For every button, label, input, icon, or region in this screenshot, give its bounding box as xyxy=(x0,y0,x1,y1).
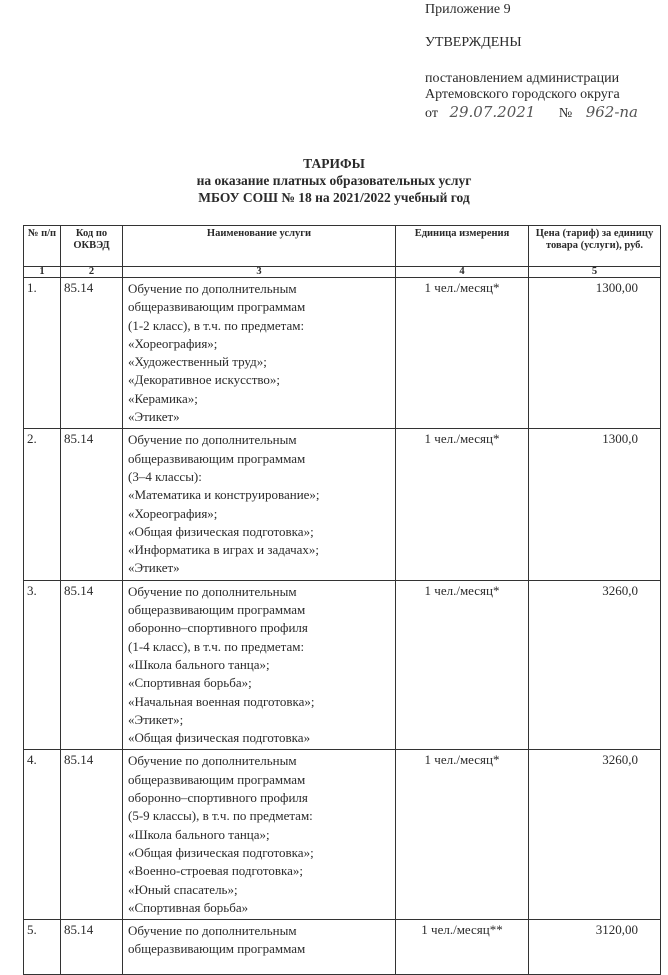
service-name-line: «Школа бального танца»; xyxy=(128,826,270,842)
okved-code: 85.14 xyxy=(61,278,123,429)
unit-of-measure: 1 чел./месяц* xyxy=(396,278,529,429)
service-name-line: «Хореография»; xyxy=(128,335,218,351)
resolution-date-line xyxy=(425,104,638,122)
handwritten-date: 29.07.2021 xyxy=(449,103,536,121)
unit-of-measure: 1 чел./месяц* xyxy=(396,429,529,580)
table-row xyxy=(24,750,661,920)
service-name-line: «Военно-строевая подготовка»; xyxy=(128,863,304,879)
title-line-1: ТАРИФЫ xyxy=(303,156,365,171)
service-name-line: «Общая физическая подготовка» xyxy=(128,730,311,746)
okved-code: 85.14 xyxy=(61,580,123,750)
handwritten-number: 962-па xyxy=(585,103,638,121)
unit-of-measure: 1 чел./месяц** xyxy=(396,920,529,975)
service-name-line: «Этикет» xyxy=(128,560,180,576)
service-name-line: Обучение по дополнительным xyxy=(128,923,297,939)
document-title xyxy=(0,155,668,206)
service-name-line: общеразвивающим программам xyxy=(128,941,306,957)
service-name-line: «Школа бального танца»; xyxy=(128,656,270,672)
service-name-line: общеразвивающим программам xyxy=(128,771,306,787)
price: 3260,0 xyxy=(529,750,661,920)
number-label: № xyxy=(558,106,573,121)
column-header: Цена (тариф) за единицу товара (услуги), руб. xyxy=(529,226,661,267)
service-name xyxy=(123,580,396,750)
service-name-line: (5-9 классы), в т.ч. по предметам: xyxy=(128,808,313,824)
table-row xyxy=(24,580,661,750)
row-number: 2. xyxy=(24,429,61,580)
service-name-line: «Общая физическая подготовка»; xyxy=(128,523,314,539)
service-name-line: «Спортивная борьба» xyxy=(128,899,249,915)
row-number: 3. xyxy=(24,580,61,750)
service-name-line: оборонно–спортивного профиля xyxy=(128,620,308,636)
resolution-line-1: постановлением администрации xyxy=(425,71,620,86)
approved-label: УТВЕРЖДЕНЫ xyxy=(425,35,522,50)
okved-code: 85.14 xyxy=(61,920,123,975)
service-name-line: «Этикет» xyxy=(128,409,180,425)
title-line-2: на оказание платных образовательных услуг xyxy=(196,173,472,188)
tariffs-table xyxy=(23,225,661,975)
price: 1300,00 xyxy=(529,278,661,429)
service-name-line: (1-4 класс), в т.ч. по предметам: xyxy=(128,638,305,654)
service-name-line: «Художественный труд»; xyxy=(128,354,267,370)
price: 1300,0 xyxy=(529,429,661,580)
column-number: 2 xyxy=(61,267,123,278)
service-name-line: «Спортивная борьба»; xyxy=(128,675,252,691)
okved-code: 85.14 xyxy=(61,750,123,920)
column-number: 3 xyxy=(123,267,396,278)
column-header: Код по ОКВЭД xyxy=(61,226,123,267)
okved-code: 85.14 xyxy=(61,429,123,580)
service-name-line: «Керамика»; xyxy=(128,390,198,406)
service-name-line: «Этикет»; xyxy=(128,711,184,727)
price: 3260,0 xyxy=(529,580,661,750)
row-number: 5. xyxy=(24,920,61,975)
service-name-line: (1-2 класс), в т.ч. по предметам: xyxy=(128,317,305,333)
service-name-line: «Математика и конструирование»; xyxy=(128,487,320,503)
column-number: 4 xyxy=(396,267,529,278)
table-row xyxy=(24,278,661,429)
service-name xyxy=(123,278,396,429)
table-row xyxy=(24,429,661,580)
table-row xyxy=(24,920,661,975)
column-header: Единица измерения xyxy=(396,226,529,267)
table-header-row xyxy=(24,226,661,267)
service-name-line: общеразвивающим программам xyxy=(128,299,306,315)
unit-of-measure: 1 чел./месяц* xyxy=(396,750,529,920)
service-name-line: «Общая физическая подготовка»; xyxy=(128,844,314,860)
service-name-line: «Начальная военная подготовка»; xyxy=(128,693,315,709)
service-name xyxy=(123,750,396,920)
service-name xyxy=(123,920,396,975)
row-number: 1. xyxy=(24,278,61,429)
row-number: 4. xyxy=(24,750,61,920)
column-header: Наименование услуги xyxy=(123,226,396,267)
appendix-label: Приложение 9 xyxy=(425,2,511,17)
service-name-line: «Хореография»; xyxy=(128,505,218,521)
service-name-line: Обучение по дополнительным xyxy=(128,281,297,296)
column-number: 1 xyxy=(24,267,61,278)
title-line-3: МБОУ СОШ № 18 на 2021/2022 учебный год xyxy=(198,190,470,205)
service-name-line: оборонно–спортивного профиля xyxy=(128,790,308,806)
service-name-line: «Юный спасатель»; xyxy=(128,881,238,897)
unit-of-measure: 1 чел./месяц* xyxy=(396,580,529,750)
service-name-line: общеразвивающим программам xyxy=(128,450,306,466)
from-label: от xyxy=(425,106,438,121)
column-number-row xyxy=(24,267,661,278)
service-name-line: Обучение по дополнительным xyxy=(128,583,297,599)
service-name-line: «Декоративное искусство»; xyxy=(128,372,281,388)
resolution-line-2: Артемовского городского округа xyxy=(425,87,620,102)
service-name-line: «Информатика в играх и задачах»; xyxy=(128,542,320,558)
service-name xyxy=(123,429,396,580)
column-number: 5 xyxy=(529,267,661,278)
column-header: № п/п xyxy=(24,226,61,267)
service-name-line: общеразвивающим программам xyxy=(128,602,306,618)
service-name-line: (3–4 классы): xyxy=(128,468,202,484)
service-name-line: Обучение по дополнительным xyxy=(128,432,297,448)
price: 3120,00 xyxy=(529,920,661,975)
service-name-line: Обучение по дополнительным xyxy=(128,753,297,769)
